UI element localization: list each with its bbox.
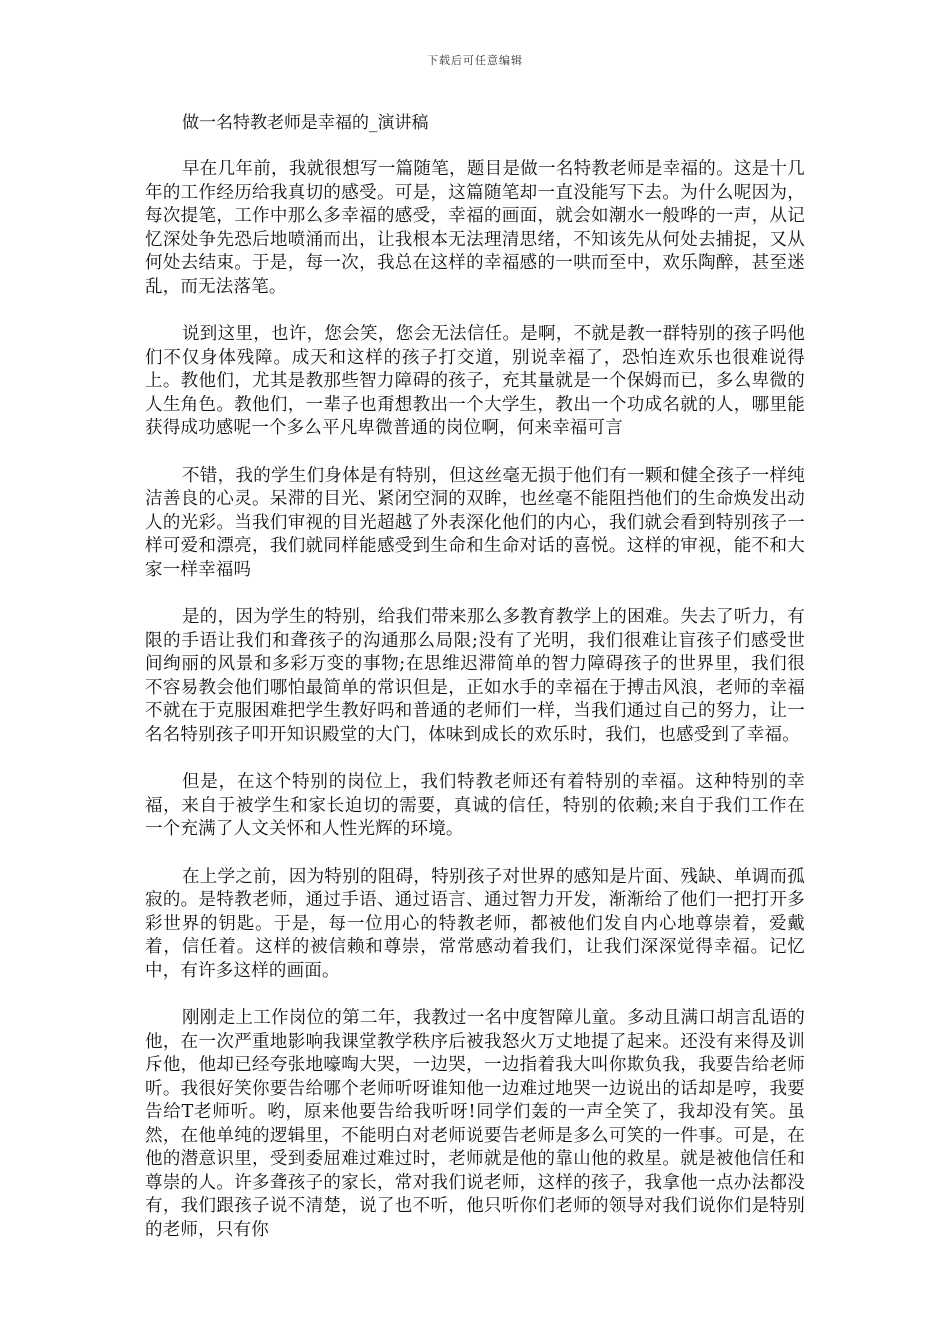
paragraph-7: 刚刚走上工作岗位的第二年，我教过一名中度智障儿童。多动且满口胡言乱语的他，在一次严重地影响我课堂教学秩序后被我怒火万丈地提了起来。还没有来得及训斥他，他却已经夸张地嚎啕大哭，一边哭，一边指着我大叫你欺负我，我要告给老师听。我很好笑你要告给哪个老师听呀谁知他一边难过地哭一边说出的话却是哼，我要告给T老师听。哟，原来他要告给我听呀!同学们轰的一声全笑了，我却没有笑。虽然，在他单纯的逻辑里，不能明白对老师说要告老师是多么可笑的一件事。可是，在他的潜意识里，受到委屈难过难过时，老师就是他的靠山他的救星。就是被他信任和尊崇的人。许多聋孩子的家长，常对我们说老师，这样的孩子，我拿他一点办法都没有，我们跟孩子说不清楚，说了也不听，他只听你们老师的领导对我们说你们是特别的老师，只有你 (145, 1008, 805, 1240)
header-note: 下载后可任意编辑 (427, 54, 523, 67)
paragraph-4: 是的，因为学生的特别，给我们带来那么多教育教学上的困难。失去了听力，有限的手语让我们和聋孩子的沟通那么局限;没有了光明，我们很难让盲孩子们感受世间绚丽的风景和多彩万变的事物;在思维迟滞简单的智力障碍孩子的世界里，我们很不容易教会他们哪怕最简单的常识但是，正如水手的幸福在于搏击风浪，老师的幸福不就在于克服困难把学生教好吗和普通的老师们一样，当我们通过自己的努力，让一名名特别孩子叩开知识殿堂的大门，体味到成长的欢乐时，我们，也感受到了幸福。 (145, 607, 805, 745)
paragraph-5: 但是，在这个特别的岗位上，我们特教老师还有着特别的幸福。这种特别的幸福，来自于被学生和家长迫切的需要，真诚的信任，特别的依赖;来自于我们工作在一个充满了人文关怀和人性光辉的环境。 (145, 772, 805, 839)
paragraph-3: 不错，我的学生们身体是有特别，但这丝毫无损于他们有一颗和健全孩子一样纯洁善良的心灵。呆滞的目光、紧闭空洞的双眸，也丝毫不能阻挡他们的生命焕发出动人的光彩。当我们审视的目光超越了外表深化他们的内心，我们就会看到特别孩子一样可爱和漂亮，我们就同样能感受到生命和生命对话的喜悦。这样的审视，能不和大家一样幸福吗 (145, 465, 805, 580)
paragraph-2: 说到这里，也许，您会笑，您会无法信任。是啊，不就是教一群特别的孩子吗他们不仅身体残障。成天和这样的孩子打交道，别说幸福了，恐怕连欢乐也很难说得上。教他们，尤其是教那些智力障碍的孩子，充其量就是一个保姆而已，多么卑微的人生角色。教他们，一辈子也甭想教出一个大学生，教出一个功成名就的人，哪里能获得成功感呢一个多么平凡卑微普通的岗位啊，何来幸福可言 (145, 324, 805, 438)
paragraph-6: 在上学之前，因为特别的阻碍，特别孩子对世界的感知是片面、残缺、单调而孤寂的。是特教老师，通过手语、通过语言、通过智力开发，渐渐给了他们一把打开多彩世界的钥匙。于是，每一位用心的特教老师，都被他们发自内心地尊崇着，爱戴着，信任着。这样的被信赖和尊崇，常常感动着我们，让我们深深觉得幸福。记忆中，有许多这样的画面。 (145, 866, 805, 981)
paragraph-1: 早在几年前，我就很想写一篇随笔，题目是做一名特教老师是幸福的。这是十几年的工作经历给我真切的感受。可是，这篇随笔却一直没能写下去。为什么呢因为，每次提笔，工作中那么多幸福的感受，幸福的画面，就会如潮水一般哗的一声，从记忆深处争先恐后地喷涌而出，让我根本无法理清思绪，不知该先从何处去捕捉，又从何处去结束。于是，每一次，我总在这样的幸福感的一哄而至中，欢乐陶醉，甚至迷乱，而无法落笔。 (145, 159, 805, 297)
document-title: 做一名特教老师是幸福的_演讲稿 (182, 113, 429, 133)
document-body (145, 110, 805, 1266)
